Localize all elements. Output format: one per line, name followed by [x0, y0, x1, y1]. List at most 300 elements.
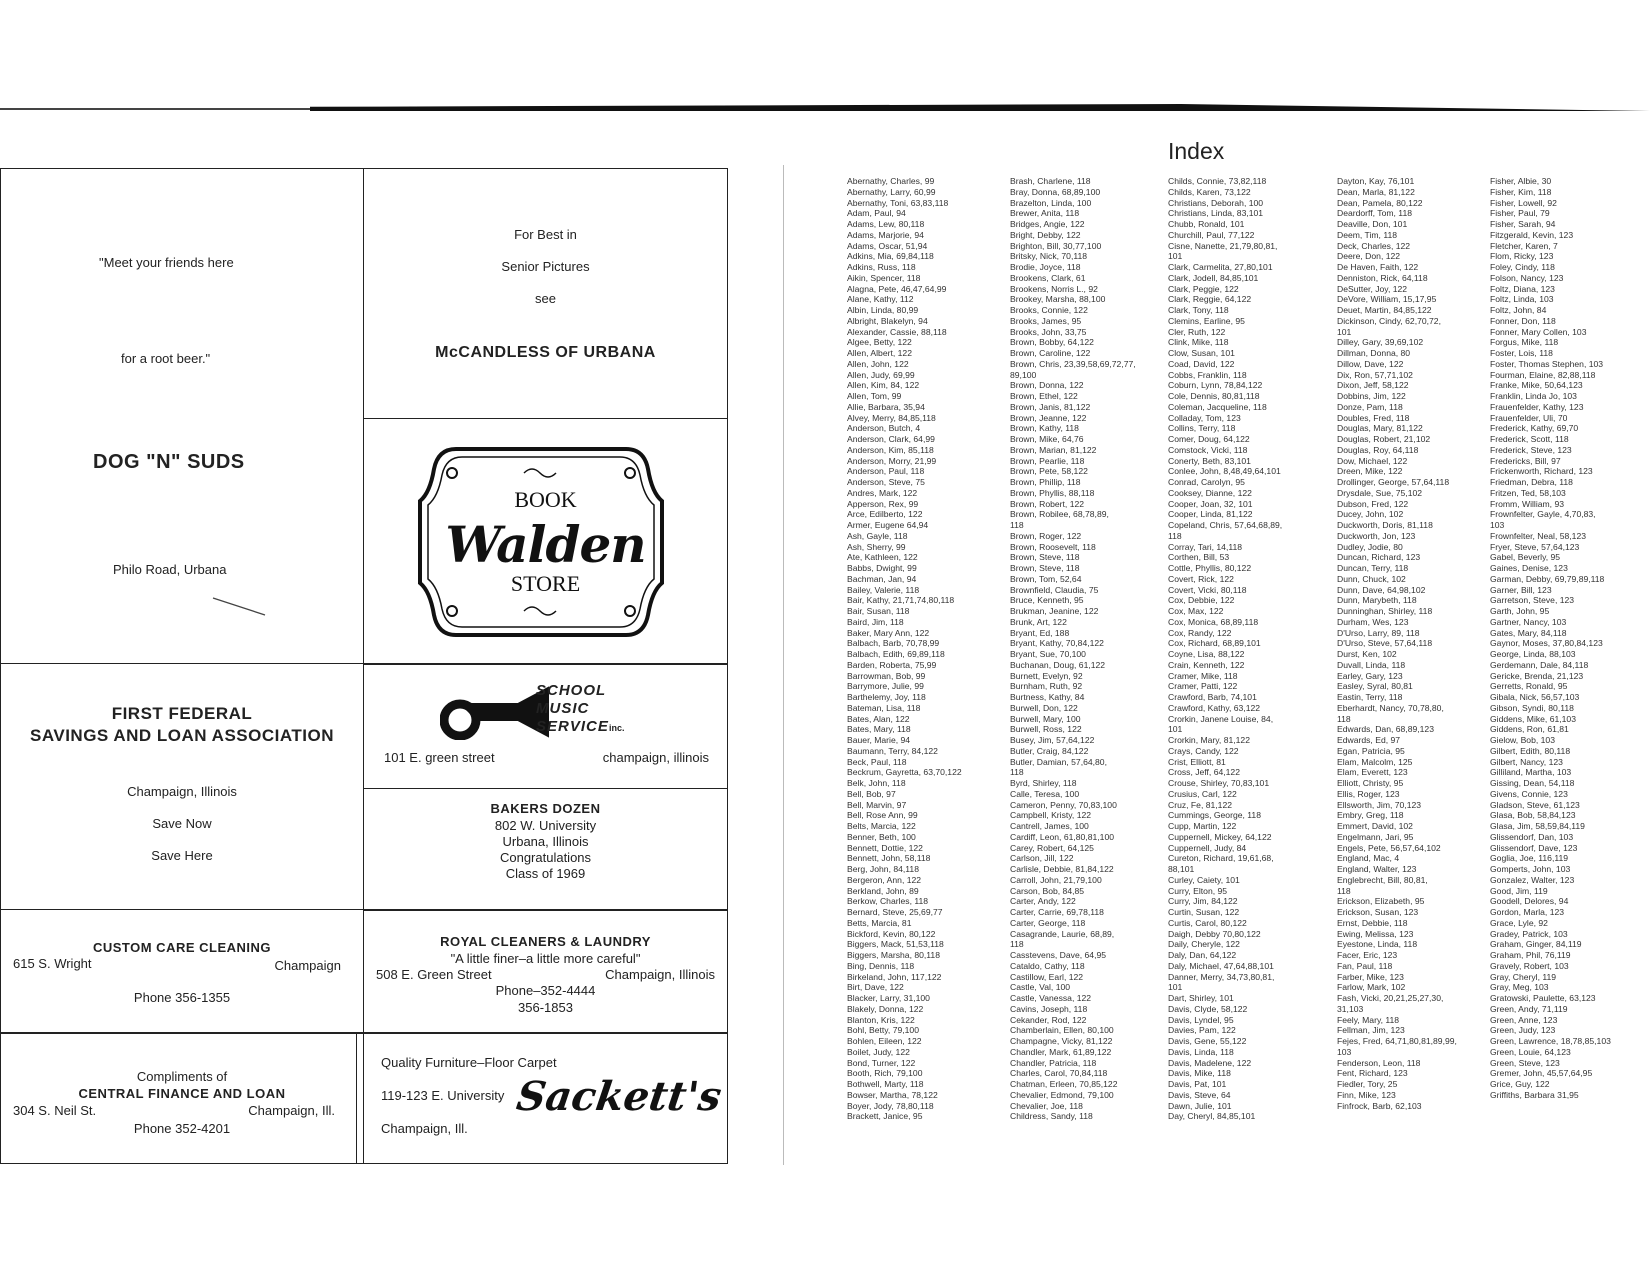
index-entry: Giddens, Mike, 61,103 [1490, 713, 1576, 724]
index-entry: D'Urso, Steve, 57,64,118 [1337, 638, 1433, 649]
index-entry: Bergeron, Ann, 122 [847, 874, 922, 885]
index-entry: Berg, John, 84,118 [847, 864, 919, 874]
index-entry: Cox, Randy, 122 [1168, 627, 1232, 638]
index-entry: Birt, Dave, 122 [847, 982, 904, 993]
walden-script-text: Walden [445, 515, 646, 574]
index-entry: Glissendorf, Dave, 123 [1490, 842, 1578, 853]
index-entry: Clark, Carmelita, 27,80,101 [1168, 262, 1273, 272]
index-entry: Castle, Vanessa, 122 [1010, 993, 1092, 1003]
index-entry: Cross, Jeff, 64,122 [1168, 767, 1240, 778]
index-entry: Foster, Thomas Stephen, 103 [1490, 358, 1604, 369]
index-entry: Daly, Dan, 64,122 [1168, 950, 1237, 960]
index-entry: Clark, Jodell, 84,85,101 [1168, 272, 1259, 283]
index-entry: Engelmann, Jari, 95 [1337, 831, 1414, 842]
index-entry: Bair, Susan, 118 [847, 606, 910, 616]
walden-top-text: BOOK [514, 487, 577, 512]
index-entry: Aikin, Spencer, 118 [847, 272, 921, 283]
index-entry: Brownfield, Claudia, 75 [1010, 584, 1099, 595]
index-entry: Gericke, Brenda, 21,123 [1490, 670, 1584, 681]
index-entry: Clark, Tony, 118 [1168, 305, 1229, 315]
index-entry: Gremer, John, 45,57,64,95 [1490, 1068, 1593, 1079]
ad-name: SAVINGS AND LOAN ASSOCIATION [30, 726, 334, 745]
bugle-icon [440, 684, 550, 740]
index-entry: 118 [1337, 885, 1351, 896]
index-entry: Gratowski, Paulette, 63,123 [1490, 993, 1596, 1003]
index-entry: Carter, Carrie, 69,78,118 [1010, 907, 1104, 917]
index-entry: Flom, Ricky, 123 [1490, 251, 1554, 262]
index-entry: 118 [1010, 520, 1024, 530]
index-entry: Deuet, Martin, 84,85,122 [1337, 305, 1432, 315]
index-entry: Gilbert, Edith, 80,118 [1490, 745, 1571, 756]
ad-text: see [535, 291, 556, 306]
index-entry: Belts, Marcia, 122 [847, 821, 916, 831]
index-entry: Berkow, Charles, 118 [847, 896, 929, 907]
ad-custom-care-cleaning [0, 909, 364, 1034]
ad-royal-cleaners [363, 909, 728, 1034]
index-entry: Gonzalez, Walter, 123 [1490, 874, 1575, 885]
index-entry: Brewer, Anita, 118 [1010, 208, 1080, 219]
index-entry: Davis, Madelene, 122 [1168, 1057, 1252, 1068]
index-entry: Gates, Mary, 84,118 [1490, 627, 1567, 638]
index-entry: Fredericks, Bill, 97 [1490, 455, 1561, 466]
index-entry: Carter, Andy, 122 [1010, 896, 1076, 907]
index-entry: Dow, Michael, 122 [1337, 455, 1408, 466]
index-entry: Anderson, Steve, 75 [847, 477, 925, 487]
index-entry: Bryant, Kathy, 70,84,122 [1010, 638, 1104, 649]
index-entry: Foster, Lois, 118 [1490, 348, 1553, 358]
ad-city: Champaign, Ill. [381, 1121, 468, 1136]
index-entry: Glasa, Bob, 58,84,123 [1490, 810, 1576, 821]
index-entry: Frederick, Kathy, 69,70 [1490, 423, 1579, 434]
index-entry: Frederick, Steve, 123 [1490, 444, 1572, 455]
index-entry: Goodell, Delores, 94 [1490, 896, 1569, 907]
index-entry: Brown, Steve, 118 [1010, 552, 1080, 563]
index-entry: Cobbs, Franklin, 118 [1168, 369, 1247, 380]
index-entry: Dunn, Dave, 64,98,102 [1337, 584, 1426, 595]
ad-mccandless [363, 168, 728, 419]
index-entry: Biggers, Marsha, 80,118 [847, 950, 940, 960]
index-entry: Blakely, Donna, 122 [847, 1003, 924, 1014]
index-entry: Brackett, Janice, 95 [847, 1111, 923, 1122]
index-entry: Booth, Rich, 79,100 [847, 1068, 923, 1079]
index-entry: Crain, Kenneth, 122 [1168, 659, 1245, 670]
index-entry: Good, Jim, 119 [1490, 885, 1548, 896]
index-entry: Cooper, Joan, 32, 101 [1168, 498, 1253, 509]
index-entry: Beckrum, Gayretta, 63,70,122 [847, 767, 962, 778]
index-entry: Bright, Debby, 122 [1010, 229, 1081, 240]
index-entry: Burwell, Don, 122 [1010, 702, 1078, 713]
index-entry: Gerdemann, Dale, 84,118 [1490, 659, 1589, 670]
index-entry: Deaville, Don, 101 [1337, 219, 1408, 229]
index-entry: Elam, Malcolm, 125 [1337, 756, 1413, 767]
index-entry: Fash, Vicki, 20,21,25,27,30, [1337, 993, 1444, 1003]
index-entry: Abernathy, Charles, 99 [847, 176, 935, 186]
index-column [1010, 176, 1166, 1156]
index-entry: Betts, Marcia, 81 [847, 917, 912, 928]
ad-text: Senior Pictures [501, 259, 590, 274]
ad-address: 119-123 E. University [381, 1088, 505, 1103]
index-entry: Franke, Mike, 50,64,123 [1490, 380, 1583, 391]
index-entry: Algee, Betty, 122 [847, 337, 912, 348]
index-entry: Bohlen, Eileen, 122 [847, 1036, 922, 1046]
index-entry: Burwell, Mary, 100 [1010, 713, 1081, 724]
index-entry: Crorkin, Janene Louise, 84, [1168, 713, 1274, 724]
index-entry: Douglas, Mary, 81,122 [1337, 423, 1423, 434]
index-entry: Duncan, Richard, 123 [1337, 552, 1421, 563]
index-entry: Childs, Karen, 73,122 [1168, 186, 1251, 197]
index-entry: Egan, Patricia, 95 [1337, 745, 1405, 756]
index-entry: Earley, Gary, 123 [1337, 670, 1403, 681]
index-entry: Crorkin, Mary, 81,122 [1168, 735, 1250, 745]
index-entry: Fisher, Sarah, 94 [1490, 219, 1556, 229]
index-entry: Cummings, George, 118 [1168, 810, 1261, 821]
index-entry: Chandler, Patricia, 118 [1010, 1057, 1097, 1068]
index-entry: Fourman, Elaine, 82,88,118 [1490, 369, 1596, 380]
index-entry: Elliott, Christy, 95 [1337, 778, 1404, 788]
index-entry: Dillman, Donna, 80 [1337, 348, 1411, 358]
index-entry: Gibson, Syndi, 80,118 [1490, 702, 1574, 713]
index-entry: England, Mac, 4 [1337, 853, 1400, 864]
index-entry: Butler, Damian, 57,64,80, [1010, 756, 1107, 767]
index-entry: Busey, Jim, 57,64,122 [1010, 735, 1095, 745]
index-entry: Bryant, Sue, 70,100 [1010, 649, 1086, 659]
index-entry: Garman, Debby, 69,79,89,118 [1490, 573, 1605, 584]
ad-central-finance [0, 1032, 364, 1164]
index-entry: Bond, Turner, 122 [847, 1057, 916, 1068]
index-entry: Conrad, Carolyn, 95 [1168, 477, 1245, 487]
index-entry: Davis, Lyndel, 95 [1168, 1014, 1234, 1025]
index-entry: Frownfelter, Neal, 58,123 [1490, 530, 1587, 541]
index-entry: Gordon, Marla, 123 [1490, 907, 1565, 917]
index-entry: Eyestone, Linda, 118 [1337, 939, 1418, 950]
index-entry: Buchanan, Doug, 61,122 [1010, 659, 1106, 670]
index-entry: Dawn, Julie, 101 [1168, 1100, 1232, 1111]
index-entry: Balbach, Edith, 69,89,118 [847, 649, 945, 659]
index-entry: Eberhardt, Nancy, 70,78,80, [1337, 702, 1444, 713]
index-entry: Foltz, Diana, 123 [1490, 283, 1555, 294]
index-entry: Fan, Paul, 118 [1337, 960, 1393, 971]
index-entry: Gravely, Robert, 103 [1490, 960, 1569, 971]
index-entry: Ash, Gayle, 118 [847, 530, 908, 541]
index-entry: Gabel, Beverly, 95 [1490, 552, 1561, 563]
index-entry: Brown, Caroline, 122 [1010, 348, 1091, 358]
ad-bakers-dozen [363, 788, 728, 911]
index-entry: Allie, Barbara, 35,94 [847, 401, 925, 412]
index-title: Index [1168, 138, 1225, 164]
index-entry: Allen, Kim, 84, 122 [847, 380, 920, 391]
index-entry: Fryer, Steve, 57,64,123 [1490, 541, 1580, 552]
ad-name: SCHOOL [536, 682, 607, 699]
index-entry: Barrowman, Bob, 99 [847, 670, 926, 681]
index-entry: Chandler, Mark, 61,89,122 [1010, 1046, 1112, 1057]
index-entry: Gilbert, Nancy, 123 [1490, 756, 1563, 767]
index-entry: Denniston, Rick, 64,118 [1337, 272, 1428, 283]
index-entry: Farlow, Mark, 102 [1337, 982, 1406, 993]
index-entry: Brown, Kathy, 118 [1010, 423, 1079, 434]
index-entry: Fisher, Kim, 118 [1490, 186, 1552, 197]
index-entry: Crawford, Kathy, 63,122 [1168, 702, 1261, 713]
index-entry: Burtness, Kathy, 84 [1010, 692, 1085, 702]
index-entry: Cameron, Penny, 70,83,100 [1010, 799, 1117, 810]
index-entry: Cantrell, James, 100 [1010, 821, 1089, 831]
index-entry: Brooks, John, 33,75 [1010, 326, 1087, 337]
index-entry: Frownfelter, Gayle, 4,70,83, [1490, 509, 1596, 520]
index-entry: Abernathy, Larry, 60,99 [847, 186, 936, 197]
index-entry: Cramer, Mike, 118 [1168, 670, 1238, 681]
index-entry: Covert, Rick, 122 [1168, 573, 1234, 584]
index-entry: Dilley, Gary, 39,69,102 [1337, 337, 1424, 348]
ad-city: Champaign [274, 958, 341, 973]
index-entry: Davis, Steve, 64 [1168, 1089, 1231, 1100]
index-entry: Bailey, Valerie, 118 [847, 584, 920, 595]
index-entry: Gladson, Steve, 61,123 [1490, 799, 1580, 810]
index-entry: Chatman, Erleen, 70,85,122 [1010, 1079, 1118, 1089]
index-entry: Bickford, Kevin, 80,122 [847, 928, 936, 939]
ad-address: 802 W. University [494, 818, 597, 833]
index-entry: Bell, Marvin, 97 [847, 799, 907, 810]
index-entry: Garner, Bill, 123 [1490, 584, 1552, 595]
index-entry: Coyne, Lisa, 88,122 [1168, 649, 1245, 659]
index-entry: 101 [1337, 326, 1352, 337]
index-entry: Brown, Jeanne, 122 [1010, 412, 1087, 423]
index-entry: Brunk, Art, 122 [1010, 616, 1067, 627]
index-entry: Barden, Roberta, 75,99 [847, 659, 937, 670]
index-entry: Dickinson, Cindy, 62,70,72, [1337, 315, 1441, 326]
index-entry: Bohl, Betty, 79,100 [847, 1025, 919, 1036]
ad-city: Champaign, Illinois [127, 784, 237, 799]
index-entry: Edwards, Ed, 97 [1337, 735, 1401, 745]
index-entry: Brooks, James, 95 [1010, 315, 1082, 326]
index-entry: Engels, Pete, 56,57,64,102 [1337, 842, 1441, 853]
index-entry: Givens, Connie, 123 [1490, 788, 1568, 799]
index-entry: Cox, Monica, 68,89,118 [1168, 616, 1259, 627]
index-entry: Carlisle, Debbie, 81,84,122 [1010, 864, 1114, 874]
ad-city: Urbana, Illinois [502, 834, 589, 849]
index-entry: Dayton, Kay, 76,101 [1337, 176, 1415, 186]
index-entry: DeVore, William, 15,17,95 [1337, 294, 1437, 305]
index-entry: Brown, Roger, 122 [1010, 530, 1082, 541]
index-entry: Durst, Ken, 102 [1337, 649, 1397, 659]
index-entry: Anderson, Paul, 118 [847, 466, 925, 477]
index-entry: Collins, Terry, 118 [1168, 423, 1236, 434]
index-entry: Green, Anne, 123 [1490, 1014, 1558, 1025]
index-entry: Griffiths, Barbara 31,95 [1490, 1089, 1579, 1100]
index-entry: Douglas, Robert, 21,102 [1337, 434, 1431, 444]
index-entry: Boilet, Judy, 122 [847, 1046, 910, 1057]
index-entry: Arce, Edilberto, 122 [847, 509, 923, 520]
index-entry: Bothwell, Marty, 118 [847, 1079, 924, 1089]
index-entry: Dean, Pamela, 80,122 [1337, 197, 1423, 208]
ad-first-federal [0, 663, 364, 910]
index-entry: Grice, Guy, 122 [1490, 1079, 1550, 1089]
index-entry: Fisher, Paul, 79 [1490, 208, 1550, 219]
index-entry: Balbach, Barb, 70,78,99 [847, 638, 940, 649]
index-entry: Curry, Jim, 84,122 [1168, 896, 1238, 907]
index-entry: Drollinger, George, 57,64,118 [1337, 477, 1450, 487]
index-entry: Bowser, Martha, 78,122 [847, 1089, 938, 1100]
index-entry: Castle, Val, 100 [1010, 982, 1071, 993]
index-entry: Casstevens, Dave, 64,95 [1010, 950, 1107, 960]
index-entry: Brown, Phillip, 118 [1010, 477, 1081, 487]
index-entry: Deere, Don, 122 [1337, 251, 1401, 262]
index-entry: Calle, Teresa, 100 [1010, 788, 1080, 799]
index-entry: 103 [1490, 520, 1505, 530]
index-entry: Chevalier, Edmond, 79,100 [1010, 1089, 1114, 1100]
index-entry: Burnett, Evelyn, 92 [1010, 670, 1083, 681]
sacketts-logo-text: Sackett's [513, 1073, 725, 1120]
index-entry: Foley, Cindy, 118 [1490, 262, 1555, 272]
index-entry: Alane, Kathy, 112 [847, 294, 914, 305]
index-entry: Chubb, Ronald, 101 [1168, 219, 1245, 229]
index-entry: Cureton, Richard, 19,61,68, [1168, 853, 1274, 864]
index-entry: Copeland, Chris, 57,64,68,89, [1168, 520, 1283, 530]
index-entry: Dunn, Marybeth, 118 [1337, 595, 1417, 606]
index-entry: Giddens, Ron, 61,81 [1490, 724, 1569, 735]
index-entry: Frauenfelder, Uli, 70 [1490, 412, 1568, 423]
index-entry: Bates, Alan, 122 [847, 713, 910, 724]
index-entry: Folson, Nancy, 123 [1490, 272, 1564, 283]
ad-address: 615 S. Wright [13, 956, 92, 971]
index-entry: Crouse, Shirley, 70,83,101 [1168, 778, 1270, 788]
index-entry: Allen, Albert, 122 [847, 348, 912, 358]
index-entry: Brown, Phyllis, 88,118 [1010, 487, 1095, 498]
index-entry: Adams, Oscar, 51,94 [847, 240, 928, 251]
index-entry: Brown, Pete, 58,122 [1010, 466, 1088, 477]
index-entry: Alvey, Merry, 84,85,118 [847, 412, 936, 423]
index-entry: Cooper, Linda, 81,122 [1168, 509, 1253, 520]
index-entry: Cruz, Fe, 81,122 [1168, 799, 1233, 810]
index-entry: Burwell, Ross, 122 [1010, 724, 1082, 735]
index-entry: Cuppernell, Mickey, 64,122 [1168, 831, 1272, 842]
page-spine-shadow [310, 104, 1650, 111]
ad-name: McCANDLESS OF URBANA [435, 344, 656, 361]
index-entry: Green, Judy, 123 [1490, 1025, 1556, 1036]
index-entry: 101 [1168, 724, 1183, 735]
index-entry: Fonner, Mary Collen, 103 [1490, 326, 1587, 337]
index-entry: Davis, Mike, 118 [1168, 1068, 1231, 1079]
index-entry: Comstock, Vicki, 118 [1168, 444, 1248, 455]
index-entry: Finfrock, Barb, 62,103 [1337, 1100, 1422, 1111]
index-entry: Farber, Mike, 123 [1337, 971, 1404, 982]
index-entry: Dubson, Fred, 122 [1337, 498, 1409, 509]
index-entry: Biggers, Mack, 51,53,118 [847, 939, 944, 950]
ad-slogan: "A little finer–a little more careful" [450, 951, 641, 966]
index-entry: Brown, Tom, 52,64 [1010, 573, 1082, 584]
index-entry: Dean, Marla, 81,122 [1337, 186, 1415, 197]
index-entry: Curry, Elton, 95 [1168, 885, 1228, 896]
index-column [1168, 176, 1324, 1156]
index-entry: Cox, Max, 122 [1168, 606, 1224, 616]
index-entry: Erickson, Susan, 123 [1337, 907, 1419, 917]
index-entry: Edwards, Dan, 68,89,123 [1337, 724, 1434, 735]
index-entry: Fejes, Fred, 64,71,80,81,89,99, [1337, 1036, 1457, 1046]
index-entry: 118 [1337, 713, 1351, 724]
index-entry: Daigh, Debby 70,80,122 [1168, 928, 1261, 939]
index-entry: Brown, Robilee, 68,78,89, [1010, 509, 1109, 520]
index-entry: Anderson, Clark, 64,99 [847, 434, 935, 444]
ad-city: Champaign, Ill. [248, 1103, 335, 1118]
index-entry: Cler, Ruth, 122 [1168, 326, 1226, 337]
index-entry: 118 [1010, 767, 1024, 778]
index-column [847, 176, 1003, 1156]
index-entry: Bell, Rose Ann, 99 [847, 810, 918, 821]
index-entry: Brown, Robert, 122 [1010, 498, 1085, 509]
index-entry: Finn, Mike, 123 [1337, 1089, 1396, 1100]
index-entry: Adkins, Mia, 69,84,118 [847, 251, 934, 262]
ad-text: "Meet your friends here [99, 255, 234, 270]
index-entry: Clark, Peggie, 122 [1168, 283, 1239, 294]
index-entry: Churchill, Paul, 77,122 [1168, 229, 1255, 240]
index-column [1337, 176, 1493, 1156]
index-entry: Barthelemy, Joy, 118 [847, 692, 926, 702]
index-entry: Deck, Charles, 122 [1337, 240, 1411, 251]
index-entry: Fent, Richard, 123 [1337, 1068, 1408, 1079]
ad-name: SERVICE [536, 718, 609, 735]
index-entry: Foltz, John, 84 [1490, 305, 1547, 315]
ad-slogan: Save Here [151, 848, 213, 863]
index-entry: Comer, Doug, 64,122 [1168, 434, 1250, 444]
index-entry: Ellsworth, Jim, 70,123 [1337, 799, 1422, 810]
index-entry: Foltz, Linda, 103 [1490, 294, 1554, 305]
ad-school-music-service [363, 663, 728, 789]
index-entry: Bennett, John, 58,118 [847, 853, 931, 864]
index-entry: Cataldo, Cathy, 118 [1010, 960, 1085, 971]
index-entry: Butler, Craig, 84,122 [1010, 745, 1089, 756]
index-entry: Brown, Janis, 81,122 [1010, 401, 1091, 412]
index-entry: Bernard, Steve, 25,69,77 [847, 907, 943, 917]
index-entry: Bauer, Marie, 94 [847, 735, 911, 745]
index-entry: 101 [1168, 251, 1183, 262]
index-entry: Danner, Merry, 34,73,80,81, [1168, 971, 1275, 982]
index-column [1490, 176, 1646, 1156]
ad-name: CENTRAL FINANCE AND LOAN [78, 1086, 286, 1101]
index-entry: Ernst, Debbie, 118 [1337, 917, 1408, 928]
index-entry: Grace, Lyle, 92 [1490, 917, 1548, 928]
index-entry: Franklin, Linda Jo, 103 [1490, 391, 1577, 401]
ad-address: Philo Road, Urbana [113, 562, 227, 577]
index-entry: Brookens, Norris L., 92 [1010, 283, 1098, 294]
index-entry: Cooksey, Dianne, 122 [1168, 487, 1252, 498]
index-entry: Cox, Debbie, 122 [1168, 595, 1235, 606]
index-entry: Green, Louie, 64,123 [1490, 1046, 1571, 1057]
index-entry: Casagrande, Laurie, 68,89, [1010, 928, 1115, 939]
index-entry: Duckworth, Doris, 81,118 [1337, 520, 1433, 530]
index-entry: Charles, Carol, 70,84,118 [1010, 1068, 1108, 1079]
ad-text: Quality Furniture–Floor Carpet [381, 1055, 557, 1070]
index-entry: Allen, Judy, 69,99 [847, 369, 915, 380]
index-entry: Anderson, Butch, 4 [847, 423, 921, 434]
index-entry: 89,100 [1010, 369, 1037, 380]
index-entry: Albin, Linda, 80,99 [847, 305, 919, 315]
ad-text: For Best in [514, 227, 577, 242]
index-entry: Cardiff, Leon, 61,80,81,100 [1010, 831, 1115, 842]
index-entry: Coleman, Jacqueline, 118 [1168, 401, 1267, 412]
index-entry: Cekander, Rod, 122 [1010, 1014, 1087, 1025]
index-entry: Campbell, Kristy, 122 [1010, 810, 1092, 821]
index-entry: Carroll, John, 21,79,100 [1010, 874, 1102, 885]
index-entry: Brown, Chris, 23,39,58,69,72,77, [1010, 358, 1136, 369]
index-entry: Easley, Syral, 80,81 [1337, 681, 1413, 692]
ad-phone: 356-1853 [518, 1000, 573, 1015]
ad-name: CUSTOM CARE CLEANING [92, 940, 272, 955]
index-entry: Green, Lawrence, 18,78,85,103 [1490, 1036, 1611, 1046]
ad-name: MUSIC [536, 700, 590, 717]
index-entry: Brown, Marian, 81,122 [1010, 444, 1097, 455]
index-entry: Anderson, Morry, 21,99 [847, 455, 937, 466]
ad-address: 508 E. Green Street [376, 967, 492, 982]
index-entry: Brown, Donna, 122 [1010, 380, 1084, 391]
index-entry: Dobbins, Jim, 122 [1337, 391, 1406, 401]
